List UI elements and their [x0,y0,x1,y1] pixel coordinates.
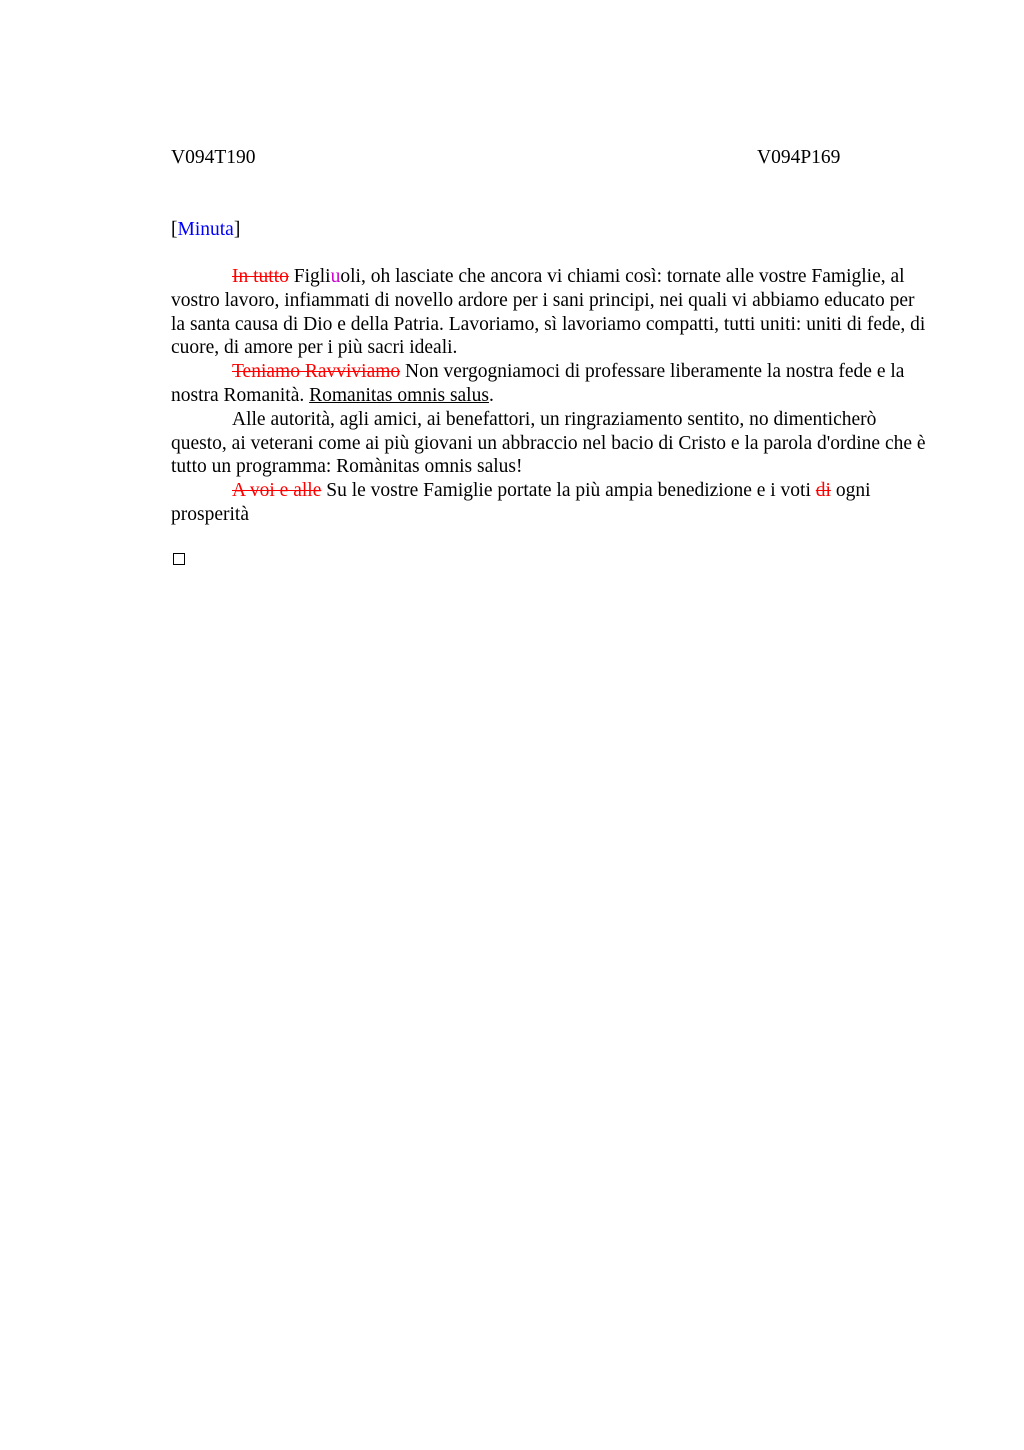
paragraph-text: Alle autorità, agli amici, ai benefattori, un ringraziamento sentito, no dimenticherò questo, ai veterani come ai più giovani un abbraccio nel bacio di Cristo e la parola d'ordine che è tutto un programma: Romànitas omnis salus! [171,408,926,478]
deleted-text: Teniamo Ravviviamo [232,361,401,383]
document-code-right: V094P169 [757,147,841,168]
document-code-left: V094T190 [171,147,256,168]
minuta-note [171,218,240,242]
paragraph-text: Figli [288,266,331,287]
paragraph-text: oli, oh lasciate che ancora vi chiami così: tornate alle vostre Famiglie, al vostro lavoro, infiammati di novello ardore per i sani principi, nei quali vi abbiamo educato per la santa causa di Dio e della Patria. Lavoriamo, sì lavoriamo compatti, tutti uniti: uniti di fede, di cuore, di amore per i più sacri ideali. [171,266,926,359]
paragraph-2 [171,360,931,408]
note-bracket-close: ] [233,219,241,240]
inserted-text: u [330,266,341,287]
paragraph-4 [171,479,931,527]
paragraph-text: Su le vostre Famiglie portate la più ampia benedizione e i voti [321,480,816,502]
letter-body [171,265,931,527]
underlined-motto: Romanitas omnis salus [309,384,489,406]
paragraph-text: ogni prosperità [171,480,871,525]
deleted-text: A voi e alle [232,480,322,502]
paragraph-3 [171,408,931,479]
deleted-text: In tutto [232,266,289,287]
note-bracket-open: [ [171,219,178,240]
paragraph-text: Non vergogniamoci di professare liberamente la nostra fede e la nostra Romanità. [171,361,905,406]
deleted-text: di [815,480,831,502]
note-label: Minuta [177,219,234,240]
paragraph-1 [171,265,931,360]
end-square-icon [173,553,185,565]
paragraph-text: . [488,384,494,406]
